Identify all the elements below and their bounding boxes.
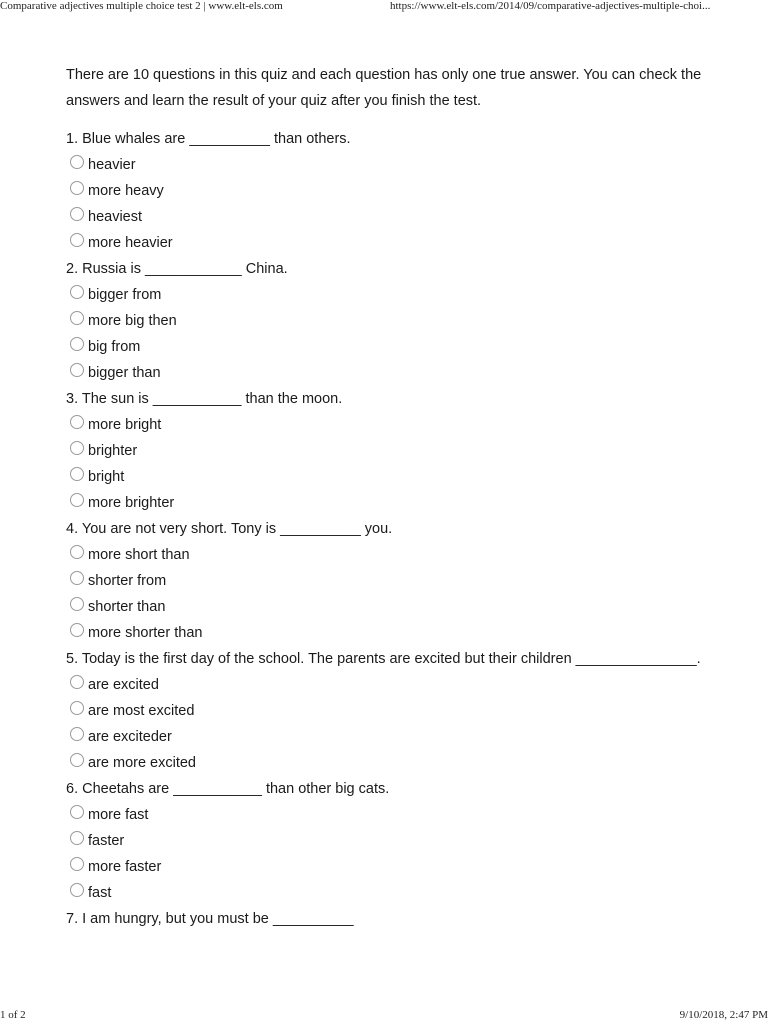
answer-option[interactable]	[66, 282, 706, 308]
question-2	[66, 256, 706, 386]
print-footer	[0, 1009, 768, 1025]
answer-option[interactable]	[66, 672, 706, 698]
answer-option[interactable]	[66, 542, 706, 568]
radio-button[interactable]	[70, 571, 84, 585]
question-text: 2. Russia is ____________ China.	[66, 261, 288, 277]
print-header-url: https://www.elt-els.com/2014/09/comparative-adjectives-multiple-choi...	[390, 0, 711, 12]
answer-option[interactable]	[66, 334, 706, 360]
answer-option-label: more big then	[88, 313, 177, 329]
question-text: 5. Today is the first day of the school. The parents are excited but their children _______________.	[66, 651, 701, 667]
answer-options	[66, 802, 706, 906]
answer-option[interactable]	[66, 360, 706, 386]
radio-button[interactable]	[70, 857, 84, 871]
question-text: 7. I am hungry, but you must be __________	[66, 911, 354, 927]
radio-button[interactable]	[70, 415, 84, 429]
print-header-title: Comparative adjectives multiple choice test 2 | www.elt-els.com	[0, 0, 283, 12]
answer-option-label: more brighter	[88, 495, 175, 511]
answer-option[interactable]	[66, 802, 706, 828]
answer-option-label: are excited	[88, 677, 159, 693]
answer-option-label: more faster	[88, 859, 162, 875]
answer-option[interactable]	[66, 724, 706, 750]
answer-option-label: shorter than	[88, 599, 166, 615]
answer-option[interactable]	[66, 230, 706, 256]
question-4	[66, 516, 706, 646]
answer-option[interactable]	[66, 568, 706, 594]
radio-button[interactable]	[70, 597, 84, 611]
radio-button[interactable]	[70, 233, 84, 247]
answer-option-label: more short than	[88, 547, 190, 563]
answer-option[interactable]	[66, 490, 706, 516]
answer-option-label: are exciteder	[88, 729, 172, 745]
question-text: 4. You are not very short. Tony is __________ you.	[66, 521, 393, 537]
answer-option-label: brighter	[88, 443, 138, 459]
answer-options	[66, 152, 706, 256]
answer-option-label: heavier	[88, 157, 136, 173]
question-5	[66, 646, 706, 776]
radio-button[interactable]	[70, 701, 84, 715]
question-text: 3. The sun is ___________ than the moon.	[66, 391, 343, 407]
question-list	[66, 126, 706, 932]
question-text: 1. Blue whales are __________ than others.	[66, 131, 351, 147]
quiz-content	[66, 62, 706, 932]
answer-options	[66, 282, 706, 386]
answer-option[interactable]	[66, 594, 706, 620]
answer-option-label: faster	[88, 833, 125, 849]
radio-button[interactable]	[70, 727, 84, 741]
question-1	[66, 126, 706, 256]
answer-option[interactable]	[66, 438, 706, 464]
radio-button[interactable]	[70, 285, 84, 299]
answer-option-label: bigger than	[88, 365, 161, 381]
answer-option-label: big from	[88, 339, 141, 355]
answer-option-label: bright	[88, 469, 125, 485]
answer-option-label: shorter from	[88, 573, 167, 589]
question-6	[66, 776, 706, 906]
answer-option[interactable]	[66, 880, 706, 906]
answer-option[interactable]	[66, 828, 706, 854]
radio-button[interactable]	[70, 207, 84, 221]
answer-option[interactable]	[66, 854, 706, 880]
answer-option[interactable]	[66, 464, 706, 490]
radio-button[interactable]	[70, 337, 84, 351]
answer-options	[66, 412, 706, 516]
answer-option-label: more shorter than	[88, 625, 203, 641]
radio-button[interactable]	[70, 363, 84, 377]
question-7	[66, 906, 706, 932]
radio-button[interactable]	[70, 493, 84, 507]
answer-options	[66, 672, 706, 776]
radio-button[interactable]	[70, 441, 84, 455]
answer-options	[66, 542, 706, 646]
answer-option-label: are more excited	[88, 755, 196, 771]
radio-button[interactable]	[70, 831, 84, 845]
radio-button[interactable]	[70, 883, 84, 897]
answer-option-label: more heavy	[88, 183, 164, 199]
answer-option-label: more fast	[88, 807, 149, 823]
radio-button[interactable]	[70, 675, 84, 689]
answer-option[interactable]	[66, 178, 706, 204]
page-number: 1 of 2	[0, 1009, 26, 1021]
radio-button[interactable]	[70, 181, 84, 195]
answer-option[interactable]	[66, 152, 706, 178]
question-text: 6. Cheetahs are ___________ than other big cats.	[66, 781, 390, 797]
answer-option[interactable]	[66, 204, 706, 230]
print-header	[0, 0, 768, 16]
answer-option-label: fast	[88, 885, 112, 901]
answer-option[interactable]	[66, 412, 706, 438]
question-3	[66, 386, 706, 516]
radio-button[interactable]	[70, 753, 84, 767]
quiz-intro: There are 10 questions in this quiz and each question has only one true answer. You can check the answers and learn the result of your quiz after you finish the test.	[66, 67, 702, 109]
answer-option-label: more heavier	[88, 235, 173, 251]
print-datetime: 9/10/2018, 2:47 PM	[679, 1009, 768, 1021]
answer-option[interactable]	[66, 698, 706, 724]
answer-option-label: heaviest	[88, 209, 143, 225]
radio-button[interactable]	[70, 805, 84, 819]
radio-button[interactable]	[70, 467, 84, 481]
answer-option-label: bigger from	[88, 287, 162, 303]
answer-option[interactable]	[66, 308, 706, 334]
radio-button[interactable]	[70, 623, 84, 637]
answer-option-label: more bright	[88, 417, 162, 433]
radio-button[interactable]	[70, 311, 84, 325]
radio-button[interactable]	[70, 155, 84, 169]
answer-option[interactable]	[66, 750, 706, 776]
answer-option[interactable]	[66, 620, 706, 646]
radio-button[interactable]	[70, 545, 84, 559]
answer-option-label: are most excited	[88, 703, 195, 719]
